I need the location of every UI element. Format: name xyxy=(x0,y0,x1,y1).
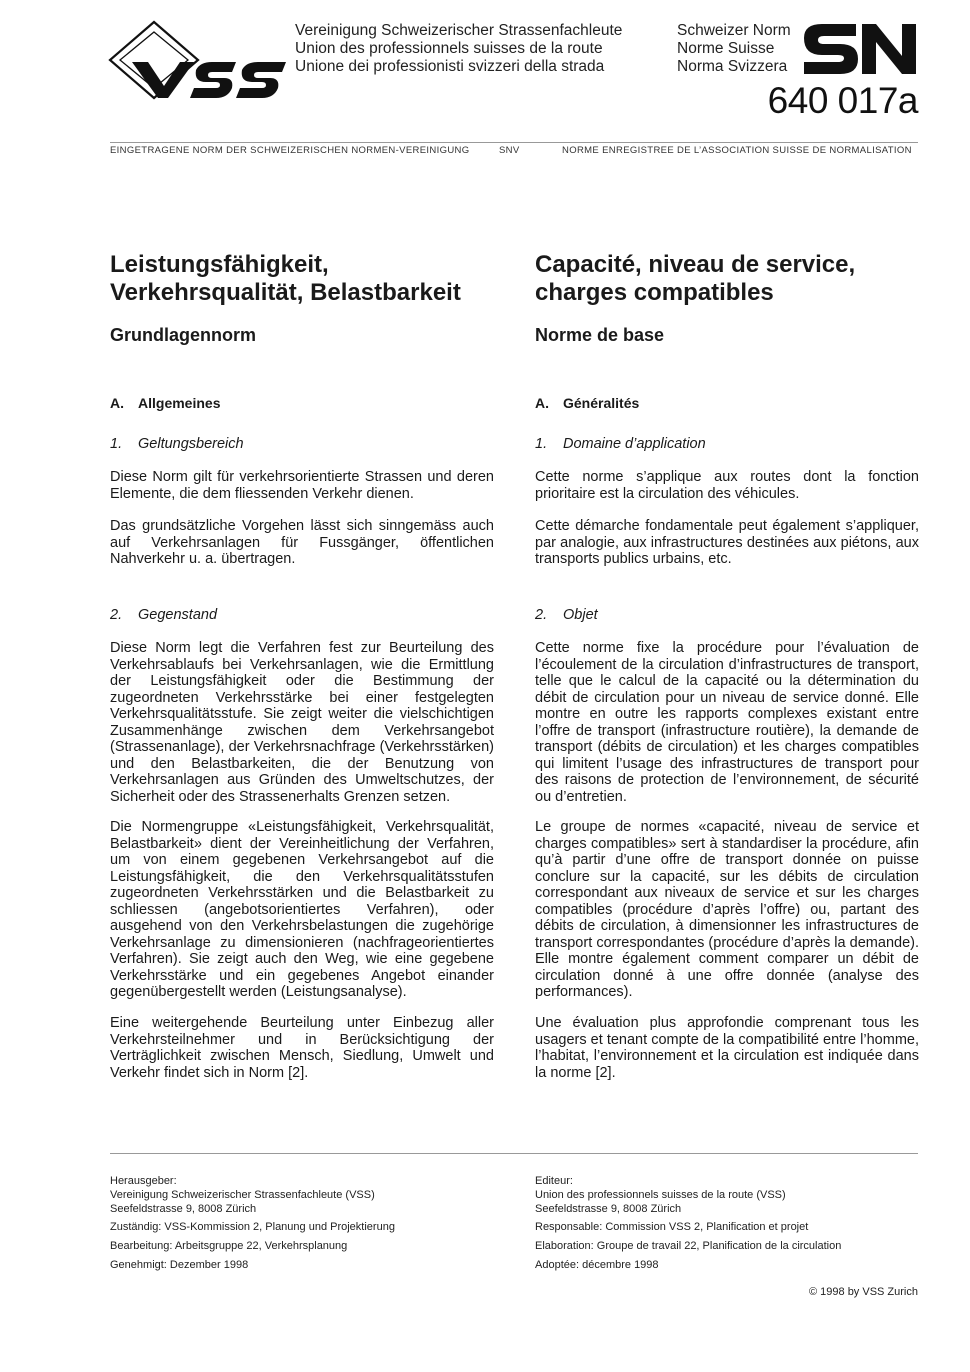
s2-p2-de-wrap xyxy=(110,819,494,1001)
responsible-de: Zuständig: VSS-Kommission 2, Planung und Projektierung xyxy=(110,1221,395,1233)
footer-rule xyxy=(110,1153,918,1154)
title-de-line1: Leistungsfähigkeit, xyxy=(110,251,329,278)
subtitle-fr: Norme de base xyxy=(535,325,665,345)
s2-p1-de-wrap xyxy=(110,640,494,805)
paragraph-fr-s2-1: Cette norme fixe la procédure pour l’évaluation de l’écoulement de la circulation d’infrastructures de transport, telle que le calcul de la capacité ou la détermination du débit de circulation pour un niveau de service donné. Elle montre en outre les rapports complexes existant entre l’offre de transport (infrastructure routière), la demande de transport (débits de circulation) et les charges compatibles qui limitent l’usage des infrastructures de transport pour des raisons de protection de l’environnement, de sécurité ou d’entretien. xyxy=(535,640,919,805)
s1-p1-fr-wrap xyxy=(535,469,919,502)
section-2-fr-num: 2. xyxy=(535,607,548,623)
paragraph-fr-s1-2: Cette démarche fondamentale peut également s’appliquer, par analogie, aux infrastructures destinées aux piétons, aux transports publics urbains, etc. xyxy=(535,518,919,567)
subtitle-fr-wrap xyxy=(535,325,919,346)
title-fr-line2: charges compatibles xyxy=(535,279,774,306)
paragraph-de-s1-1: Diese Norm gilt für verkehrsorientierte Strassen und deren Elemente, die dem fliessenden Verkehr dienen. xyxy=(110,469,494,502)
subtitle-de: Grundlagennorm xyxy=(110,325,257,345)
title-de xyxy=(110,251,494,307)
paragraph-fr-s2-3: Une évaluation plus approfondie comprenant tous les usagers et tenant compte de la compatibilité entre l’homme, l’habitat, l’environnement et la circulation est indiquée dans la norme [2]. xyxy=(535,1015,919,1081)
section-2-de xyxy=(110,607,494,623)
section-1-de-num: 1. xyxy=(110,436,123,452)
publisher-label-fr: Editeur: xyxy=(535,1175,573,1187)
organisation-names xyxy=(295,22,622,76)
elaboration-de: Bearbeitung: Arbeitsgruppe 22, Verkehrsplanung xyxy=(110,1240,348,1252)
registration-center: SNV xyxy=(499,145,520,156)
s2-p1-fr-wrap xyxy=(535,640,919,805)
section-a-de-title: Allgemeines xyxy=(138,395,221,411)
paragraph-de-s1-2: Das grundsätzliche Vorgehen lässt sich sinngemäss auch auf Verkehrsanlagen für Fussgänger, öffentlichen Nahverkehr u. a. übertragen. xyxy=(110,518,494,567)
section-a-fr-num: A. xyxy=(535,395,549,411)
section-1-fr-title: Domaine d’application xyxy=(563,436,706,452)
sn-logo xyxy=(800,22,920,81)
publisher-label-de: Herausgeber: xyxy=(110,1175,177,1187)
title-fr xyxy=(535,251,919,307)
section-1-fr xyxy=(535,436,919,452)
vss-logo xyxy=(108,20,290,107)
section-2-fr-title: Objet xyxy=(563,607,598,623)
title-fr-line1: Capacité, niveau de service, xyxy=(535,251,856,278)
registration-left: EINGETRAGENE NORM DER SCHWEIZERISCHEN NORMEN-VEREINIGUNG xyxy=(110,145,470,156)
norm-type-names xyxy=(677,22,791,76)
s2-p2-fr-wrap xyxy=(535,819,919,1001)
section-2-de-title: Gegenstand xyxy=(138,607,218,623)
section-a-fr xyxy=(535,395,919,411)
norm-type-de: Schweizer Norm xyxy=(677,22,791,39)
s1-p1-de-wrap xyxy=(110,469,494,502)
elaboration-fr: Elaboration: Groupe de travail 22, Planification de la circulation xyxy=(535,1240,842,1252)
section-a-de xyxy=(110,395,494,411)
paragraph-fr-s2-2: Le groupe de normes «capacité, niveau de service et charges compatibles» sert à standardiser la procédure, afin qu’à partir d’une offre de transport donnée on puisse conclure sur la capacité, sur les débits de circulation correspondant aux niveaux de service et sur les charges compatibles (procédure d’après l’offre) ou, partant des débits de circulation, à dimensionner les infrastructures de transport correspondantes (procédure d’après la demande). Elle montre également comment comparer un débit de circulation donné à une offre donnée (analyse des performances). xyxy=(535,819,919,1000)
section-1-fr-num: 1. xyxy=(535,436,548,452)
section-1-de xyxy=(110,436,494,452)
header-rule xyxy=(110,142,918,143)
paragraph-de-s2-1: Diese Norm legt die Verfahren fest zur Beurteilung des Verkehrsablaufs bei Verkehrsanlagen, wie die Ermittlung der Leistungsfähigkeit oder die Bestimmung der zugeordneten Verkehrsstärke bei einer festgelegten Verkehrsqualitätsstufe. Sie zeigt weiter die vielschichtigen Zusammenhänge zwischen dem Verkehrsangebot (Strassenanlage), der Verkehrsnachfrage (Verkehrsstärken) und den Belastbarkeiten, die der Benutzung von Verkehrsanlagen aus Gründen des Umweltschutzes, der Sicherheit oder des Strassenerhalts Grenzen setzen. xyxy=(110,640,494,805)
responsible-fr: Responsable: Commission VSS 2, Planification et projet xyxy=(535,1221,809,1233)
paragraph-fr-s1-1: Cette norme s’applique aux routes dont la fonction prioritaire est la circulation des véhicules. xyxy=(535,469,919,502)
s1-p2-fr-wrap xyxy=(535,518,919,568)
s2-p3-fr-wrap xyxy=(535,1015,919,1081)
copyright: © 1998 by VSS Zurich xyxy=(809,1286,918,1298)
section-2-fr xyxy=(535,607,919,623)
title-de-line2: Verkehrsqualität, Belastbarkeit xyxy=(110,279,461,306)
norm-type-it: Norma Svizzera xyxy=(677,58,788,75)
section-a-fr-title: Généralités xyxy=(563,395,640,411)
approved-fr: Adoptée: décembre 1998 xyxy=(535,1259,659,1271)
org-name-de: Vereinigung Schweizerischer Strassenfachleute xyxy=(295,22,623,39)
approved-de: Genehmigt: Dezember 1998 xyxy=(110,1259,249,1271)
s1-p2-de-wrap xyxy=(110,518,494,568)
footer-de xyxy=(110,1174,395,1272)
publisher-address-fr: Seefeldstrasse 9, 8008 Zürich xyxy=(535,1203,682,1215)
publisher-name-fr: Union des professionnels suisses de la route (VSS) xyxy=(535,1189,786,1201)
subtitle-de-wrap xyxy=(110,325,494,346)
footer-fr xyxy=(535,1174,841,1272)
publisher-name-de: Vereinigung Schweizerischer Strassenfachleute (VSS) xyxy=(110,1189,375,1201)
publisher-address-de: Seefeldstrasse 9, 8008 Zürich xyxy=(110,1203,257,1215)
registration-right: NORME ENREGISTREE DE L’ASSOCIATION SUISSE DE NORMALISATION xyxy=(562,145,912,156)
paragraph-de-s2-2: Die Normengruppe «Leistungsfähigkeit, Verkehrsqualität, Belastbarkeit» dient der Vereinheitlichung der Verfahren, um von einem gegebenen Verkehrsangebot auf die Leistungsfähigkeit, die den Verkehrsqualitätsstufen zugeordneten Verkehrsstärken und die Belastbarkeit zu schliessen (angebotsorientiertes Verfahren), oder ausgehend von den Verkehrsbelastungen die zugehörige Verkehrsanlage zu dimensionieren (nachfrageorientiertes Verfahren). Sie zeigt auch den Weg, wie eine gegebene Verkehrsstärke und ein gegebenes Angebot einander gegenübergestellt werden (Leistungsanalyse). xyxy=(110,819,494,1000)
org-name-fr: Union des professionnels suisses de la route xyxy=(295,40,603,57)
norm-type-fr: Norme Suisse xyxy=(677,40,775,57)
s2-p3-de-wrap xyxy=(110,1015,494,1081)
norm-number: 640 017a xyxy=(767,80,918,121)
paragraph-de-s2-3: Eine weitergehende Beurteilung unter Einbezug aller Verkehrsteilnehmer und in Berücksichtigung der Verträglichkeit zwischen Mensch, Siedlung, Umwelt und Verkehr findet sich in Norm [2]. xyxy=(110,1015,494,1081)
section-2-de-num: 2. xyxy=(110,607,123,623)
org-name-it: Unione dei professionisti svizzeri della strada xyxy=(295,58,605,75)
section-1-de-title: Geltungsbereich xyxy=(138,436,244,452)
section-a-de-num: A. xyxy=(110,395,124,411)
